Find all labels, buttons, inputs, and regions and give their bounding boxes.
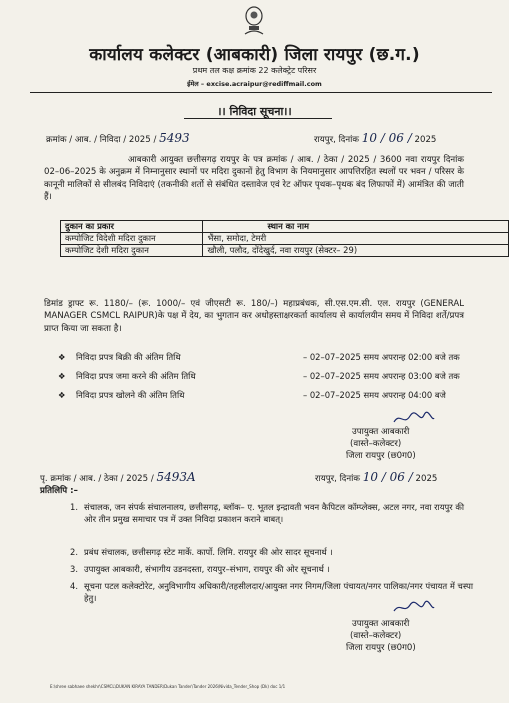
list-item: 2. प्रबंध संचालक, छत्तीसगढ़ स्टेट मार्के. कार्पो. लिमि. रायपुर की ओर सादर सूचनार्थ । (70, 547, 333, 557)
signature-block: उपायुक्त आबकारी (वास्ते–कलेक्टर) जिला रायपुर (छ0ग0) (346, 619, 416, 653)
table-cell: कम्पोजिट देशी मदिरा दुकान (61, 245, 203, 257)
shops-table (60, 220, 509, 257)
bullet-icon: ❖ (58, 352, 66, 362)
endorsement-number: पृ. क्रमांक / आब. / ठेका / 2025 / 5493A (40, 470, 196, 484)
copy-label: प्रतिलिपि :– (40, 486, 78, 496)
table-cell: खौली, पलौद, दोंदेखुर्द, नवा रायपुर (सेक्टर– 29) (203, 245, 509, 257)
deadline-item: ❖ निविदा प्रपत्र जमा करने की अंतिम तिथि – 02–07–2025 समय अपरान्ह 03:00 बजे तक (58, 371, 460, 381)
table-cell: भैंसा, समोदा, टेमरी (203, 233, 509, 245)
ref-date-handwritten: 10 / 06 / (361, 131, 412, 145)
list-item: 4. सूचना पटल कलेक्टोरेट, अनुविभागीय अधिकारी/तहसीलदार/आयुक्त नगर निगम/जिला पंचायत/नगर पालिका/नगर पंचायत में चस्पा हेतु। (70, 581, 474, 604)
notice-title: ।। निविदा सूचना।। (217, 105, 292, 118)
signature-block: उपायुक्त आबकारी (वास्ते–कलेक्टर) जिला रायपुर (छ0ग0) (346, 427, 416, 461)
header-divider (30, 92, 492, 93)
table-header: स्थान का नाम (203, 221, 509, 233)
list-item: 1. संचालक, जन संपर्क संचालनालय, छत्तीसगढ़, ब्लॉक– ए. भूतल इन्द्रावती भवन कैपिटल कॉम्प्लेक्स, अटल नगर, नवा रायपुर की ओर तीन प्रमुख समाचार पत्र में उक्त निविदा प्रकाशन कराने बाबत्। (70, 502, 464, 525)
deadline-item: ❖ निविदा प्रपत्र खोलने की अंतिम तिथि – 02–07–2025 समय अपरान्ह 04:00 बजे (58, 390, 446, 400)
ref-date: रायपुर, दिनांक 10 / 06 / 2025 (314, 131, 437, 145)
table-cell: कम्पोजिट विदेशी मदिरा दुकान (61, 233, 203, 245)
deadline-item: ❖ निविदा प्रपत्र बिक्री की अंतिम तिथि – 02–07–2025 समय अपरान्ह 02:00 बजे तक (58, 352, 460, 362)
table-row (61, 245, 509, 257)
body-paragraph: आबकारी आयुक्त छत्तीसगढ़ रायपुर के पत्र क्रमांक / आब. / ठेका / 2025 / 3600 नवा रायपुर दिनांक 02–06–2025 के अनुक्रम में निम्नानुसार स्थानों पर मदिरा दुकानों हेतु विभाग के नियमानुसार आपत्तिरहित स्थलों पर भवन / परिसर के कानूनी मालिकों से सीलबंद निविदाएं (तकनीकी शर्तो से संबंधित दस्तावेज एवं रेट ऑफर पृथक–पृथक बंद लिफाफों में) आमंत्रित की जाती हैं। (44, 155, 464, 203)
title-underline (184, 118, 332, 119)
bullet-icon: ❖ (58, 390, 66, 400)
dd-paragraph: डिमांड ड्राफ्ट रू. 1180/– (रू. 1000/– एवं जीएसटी रू. 180/–) महाप्रबंधक, सी.एस.एम.सी. एल. रायपुर (GENERAL MANAGER CSMCL RAIPUR)के पक्ष में देय, का भुगतान कर अधोहस्ताक्षरकर्ता कार्यालय से कार्यालयीन समय में निविदा शर्ते/प्रपत्र प्राप्त किया जा सकता है। (44, 299, 464, 334)
ref-number-handwritten: 5493 (159, 131, 190, 145)
office-address: प्रथम तल कक्ष क्रमांक 22 कलेक्ट्रेट परिसर (192, 66, 317, 75)
table-header: दुकान का प्रकार (61, 221, 203, 233)
table-row (61, 233, 509, 245)
office-email: ईमेल – excise.acraipur@rediffmail.com (187, 80, 322, 88)
state-emblem-icon (241, 4, 267, 38)
endorsement-number-handwritten: 5493A (156, 470, 196, 484)
endorsement-date: रायपुर, दिनांक 10 / 06 / 2025 (315, 470, 438, 484)
endorsement-date-handwritten: 10 / 06 / (362, 470, 413, 484)
ref-number: क्रमांक / आब. / निविदा / 2025 / 5493 (46, 131, 190, 145)
shops-table-wrap (60, 220, 509, 257)
office-name: कार्यालय कलेक्टर (आबकारी) जिला रायपुर (छ.ग.) (89, 45, 420, 65)
signature-mark-icon (392, 600, 436, 620)
footer-file-path: E:\shree sabhaee shekhr\CSMCL\DUKAN KIRAYA TANDER\Dukan Tander\Tander 2026\Nivida_Tender_Shop (Dk) doc 1/1 (50, 684, 286, 689)
bullet-icon: ❖ (58, 371, 66, 381)
list-item: 3. उपायुक्त आबकारी, संभागीय उडनदस्ता, रायपुर–संभाग, रायपुर की ओर सूचनार्थ । (70, 564, 330, 574)
